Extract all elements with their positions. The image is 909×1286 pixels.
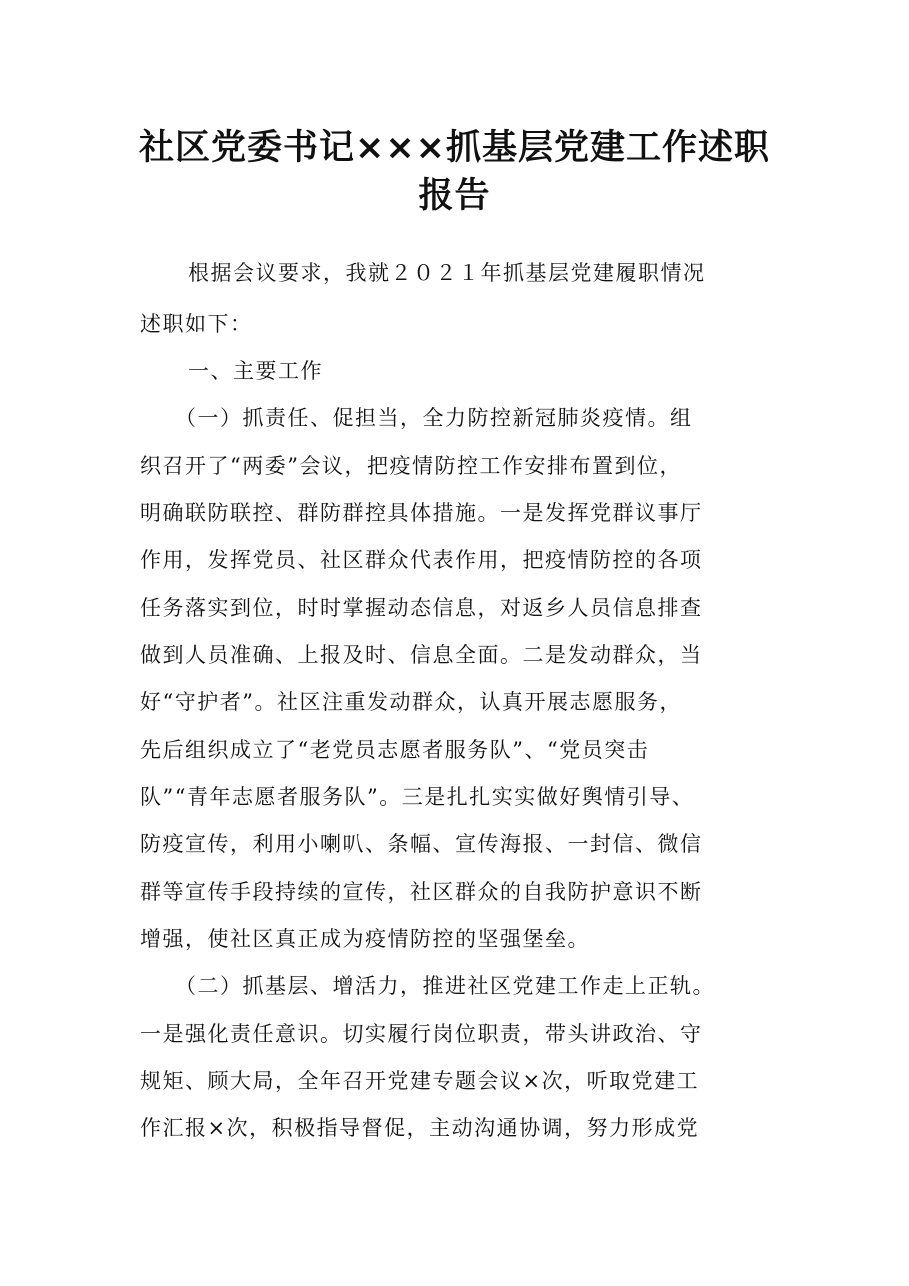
paragraph-line: 队”“青年志愿者服务队”。三是扎扎实实做好舆情引导、 <box>140 785 695 809</box>
paragraph-line: 作汇报×次，积极指导督促，主动沟通协调，努力形成党 <box>140 1116 700 1140</box>
paragraph-line: 明确联防联控、群防群控具体措施。一是发挥党群议事厅 <box>140 501 703 525</box>
paragraph-line: 述职如下： <box>140 312 253 336</box>
document-title-line2: 报告 <box>418 176 491 216</box>
paragraph-line: （一）抓责任、促担当，全力防控新冠肺炎疫情。组 <box>175 406 693 430</box>
section-heading: 一、主要工作 <box>188 359 323 383</box>
paragraph-line: 根据会议要求，我就２０２１年抓基层党建履职情况 <box>188 261 706 285</box>
paragraph-line: 防疫宣传，利用小喇叭、条幅、宣传海报、一封信、微信 <box>140 832 703 856</box>
paragraph-line: 一是强化责任意识。切实履行岗位职责，带头讲政治、守 <box>140 1022 703 1046</box>
paragraph-line: （二）抓基层、增活力，推进社区党建工作走上正轨。 <box>175 974 715 998</box>
paragraph-line: 先后组织成立了“老党员志愿者服务队”、“党员突击 <box>140 738 650 762</box>
document-title-line1: 社区党委书记×××抓基层党建工作述职 <box>139 128 770 168</box>
paragraph-line: 织召开了“两委”会议，把疫情防控工作安排布置到位， <box>140 454 682 478</box>
paragraph-line: 任务落实到位，时时掌握动态信息，对返乡人员信息排查 <box>140 596 703 620</box>
paragraph-line: 作用，发挥党员、社区群众代表作用，把疫情防控的各项 <box>140 548 703 572</box>
paragraph-line: 规矩、顾大局，全年召开党建专题会议×次，听取党建工 <box>140 1069 700 1093</box>
paragraph-line: 群等宣传手段持续的宣传，社区群众的自我防护意识不断 <box>140 880 703 904</box>
paragraph-line: 做到人员准确、上报及时、信息全面。二是发动群众，当 <box>140 643 703 667</box>
paragraph-line: 增强，使社区真正成为疫情防控的坚强堡垒。 <box>140 927 590 951</box>
paragraph-line: 好“守护者”。社区注重发动群众，认真开展志愿服务， <box>140 690 682 714</box>
